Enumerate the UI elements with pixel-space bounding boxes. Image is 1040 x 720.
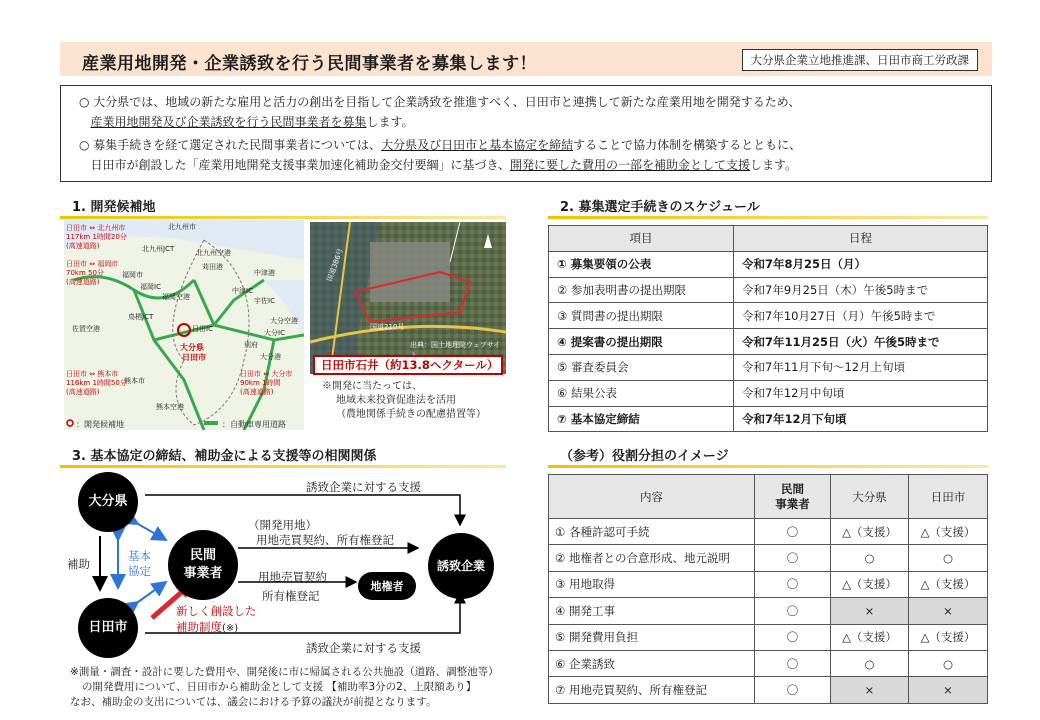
title-bar bbox=[60, 42, 992, 76]
label-new-subsidy-line: 補助制度 bbox=[176, 620, 222, 634]
col-private-line: 民間 bbox=[781, 481, 804, 496]
section-4-heading: （参考）役割分担のイメージ bbox=[548, 445, 988, 465]
note-line: ※開発に当たっては、 bbox=[322, 381, 422, 392]
photo-source: 出典：国土地理院ウェブサイ bbox=[410, 341, 501, 349]
intro-text: します。 bbox=[750, 158, 798, 172]
cell-oita: ○ bbox=[831, 650, 909, 676]
schedule-table bbox=[548, 225, 988, 432]
department-badge: 大分県企業立地推進課、日田市商工労政課 bbox=[742, 49, 979, 71]
intro-emphasis: 大分県及び日田市と基本協定を締結 bbox=[381, 138, 574, 152]
cell-item: ① 募集要領の公表 bbox=[549, 251, 734, 277]
intro-text: 日田市が創設した「産業用地開発支援事業加速化補助金交付要綱」に基づき、 bbox=[90, 158, 510, 172]
cell-private: 〇 bbox=[755, 571, 831, 597]
node-oita: 大分県 bbox=[78, 472, 138, 532]
cell-content: ③ 用地取得 bbox=[549, 571, 755, 597]
cell-hita: × bbox=[909, 598, 988, 624]
cell-private: 〇 bbox=[755, 624, 831, 650]
intro-paragraph-1 bbox=[79, 92, 979, 132]
col-oita: 大分県 bbox=[831, 475, 909, 519]
cell-date: 令和7年9月25日（木）午後5時まで bbox=[734, 277, 988, 303]
cell-content: ⑦ 用地売買契約、所有権登記 bbox=[549, 677, 755, 703]
distance-callout: 日田市 ⇔ 大分市 90km 1時間 (高速道路) bbox=[240, 370, 293, 396]
map-label: 北九州市 bbox=[168, 223, 196, 231]
label-contract-2: 用地売買契約 bbox=[258, 570, 327, 584]
cell-date: 令和7年12月中旬頃 bbox=[734, 380, 988, 406]
legend-candidate: ：開発候補地 bbox=[76, 420, 124, 429]
label-new-subsidy-line: 新しく創設した bbox=[176, 604, 257, 618]
map-label: 北九州空港 bbox=[196, 249, 231, 257]
map-label: 大分港 bbox=[260, 353, 281, 361]
cell-content: ④ 開発工事 bbox=[549, 598, 755, 624]
intro-text: ○ 大分県では、地域の新たな雇用と活力の創出を目指して企業誘致を推進すべく、日田市と連携して新たな産業用地を開発するため、 bbox=[79, 95, 801, 109]
table-row bbox=[549, 650, 988, 676]
roles-header-row bbox=[549, 475, 988, 519]
cell-content: ① 各種許認可手続 bbox=[549, 519, 755, 545]
map-label: 中津IC bbox=[232, 287, 253, 295]
footnote-line: の開発費用について、日田市から補助金として支援 【補助率3分の2、上限額あり】 bbox=[82, 681, 477, 693]
table-row bbox=[549, 329, 988, 355]
cell-private: 〇 bbox=[755, 677, 831, 703]
map-label-hita: 日田市 bbox=[182, 353, 206, 362]
label-subsidy: 補助 bbox=[67, 557, 90, 571]
intro-paragraph-2 bbox=[79, 135, 979, 175]
label-agreement bbox=[128, 549, 151, 579]
map-label: 佐賀空港 bbox=[72, 325, 100, 333]
schedule-header-row bbox=[549, 226, 988, 252]
map-label: 福岡市 bbox=[122, 271, 143, 279]
map-label: 中津港 bbox=[254, 269, 275, 277]
section-3-heading: 3. 基本協定の締結、補助金による支援等の相関関係 bbox=[60, 445, 506, 465]
cell-date: 令和7年12月下旬頃 bbox=[734, 406, 988, 432]
cell-hita: ○ bbox=[909, 545, 988, 571]
cell-item: ⑦ 基本協定締結 bbox=[549, 406, 734, 432]
cell-date: 令和7年11月25日（火）午後5時まで bbox=[734, 329, 988, 355]
cell-item: ③ 質問書の提出期限 bbox=[549, 303, 734, 329]
table-row bbox=[549, 519, 988, 545]
cell-oita: × bbox=[831, 598, 909, 624]
col-hita: 日田市 bbox=[909, 475, 988, 519]
node-landowner: 地権者 bbox=[358, 572, 416, 600]
note-line: （農地関係手続きの配慮措置等） bbox=[336, 409, 486, 420]
cell-item: ④ 提案書の提出期限 bbox=[549, 329, 734, 355]
cell-oita: △（支援） bbox=[831, 624, 909, 650]
map-label: 福岡IC bbox=[140, 283, 161, 291]
label-agreement-line: 基本 bbox=[128, 549, 151, 563]
cell-item: ⑤ 審査委員会 bbox=[549, 354, 734, 380]
label-new-subsidy bbox=[176, 603, 257, 637]
map-label: 熊本空港 bbox=[156, 403, 184, 411]
cell-oita: × bbox=[831, 677, 909, 703]
map-graphic bbox=[64, 220, 304, 430]
table-row bbox=[549, 303, 988, 329]
table-row bbox=[549, 571, 988, 597]
note-line: 地域未来投資促進法を活用 bbox=[336, 395, 456, 406]
footnote bbox=[70, 665, 499, 710]
cell-private: 〇 bbox=[755, 598, 831, 624]
node-private-line: 民間 bbox=[189, 548, 216, 563]
col-item: 項目 bbox=[549, 226, 734, 252]
cell-date: 令和7年10月27日（月）午後5時まで bbox=[734, 303, 988, 329]
legend-highway: ：自動車専用道路 bbox=[222, 420, 286, 429]
node-private-operator bbox=[168, 530, 238, 600]
cell-hita: × bbox=[909, 677, 988, 703]
map-label: 日田IC bbox=[192, 325, 213, 333]
table-row bbox=[549, 677, 988, 703]
node-private-line: 事業者 bbox=[183, 566, 223, 581]
footnote-line: なお、補助金の支出については、議会における予算の議決が前提となります。 bbox=[70, 696, 437, 708]
node-hita: 日田市 bbox=[78, 598, 138, 658]
cell-item: ⑥ 結果公表 bbox=[549, 380, 734, 406]
table-row bbox=[549, 380, 988, 406]
cell-date: 令和7年8月25日（月） bbox=[734, 251, 988, 277]
map-label: 苅田港 bbox=[202, 263, 223, 271]
distance-callout: 日田市 ⇔ 福岡市 70km 50分 (高速道路) bbox=[66, 260, 119, 286]
section-2-heading: 2. 募集選定手続きのスケジュール bbox=[548, 196, 988, 216]
map-label-oita: 大分県 bbox=[180, 343, 204, 352]
intro-text: ○ 募集手続きを経て選定された民間事業者については、 bbox=[79, 138, 382, 152]
cell-hita: △（支援） bbox=[909, 571, 988, 597]
label-contract-1: 用地売買契約、所有権登記 bbox=[256, 533, 394, 547]
table-row bbox=[549, 624, 988, 650]
col-date: 日程 bbox=[734, 226, 988, 252]
site-label: 日田市石井（約13.8ヘクタール） bbox=[313, 355, 503, 375]
footnote-line: ※測量・調査・設計に要した費用や、開発後に市に帰属される公共施設（道路、調整池等） bbox=[70, 666, 499, 678]
cell-content: ⑤ 開発費用負担 bbox=[549, 624, 755, 650]
intro-box bbox=[60, 85, 992, 182]
region-map bbox=[64, 220, 304, 430]
cell-content: ② 地権者との合意形成、地元説明 bbox=[549, 545, 755, 571]
map-label: 大分空港 bbox=[270, 317, 298, 325]
intro-emphasis: 産業用地開発及び企業誘致を行う民間事業者を募集 bbox=[90, 115, 367, 129]
table-row bbox=[549, 598, 988, 624]
map-label: 熊本市 bbox=[124, 377, 145, 385]
node-company: 誘致企業 bbox=[428, 533, 494, 599]
cell-oita: △（支援） bbox=[831, 571, 909, 597]
map-label: 福岡空港 bbox=[162, 293, 190, 301]
map-label: 大分IC bbox=[264, 329, 285, 337]
intro-emphasis: 開発に要した費用の一部を補助金として支援 bbox=[509, 158, 750, 172]
page-title: 産業用地開発・企業誘致を行う民間事業者を募集します！ bbox=[82, 54, 537, 74]
map-label: 別府 bbox=[244, 341, 258, 349]
cell-hita: △（支援） bbox=[909, 624, 988, 650]
cell-private: 〇 bbox=[755, 545, 831, 571]
label-support-top: 誘致企業に対する支援 bbox=[306, 480, 421, 494]
intro-text: します。 bbox=[366, 115, 414, 129]
label-dev-land: （開発用地） bbox=[248, 518, 317, 532]
road-label-210: 国道210号 bbox=[370, 323, 405, 331]
map-label: 鳥栖JCT bbox=[128, 313, 154, 321]
label-support-bottom: 誘致企業に対する支援 bbox=[306, 641, 421, 655]
roles-table bbox=[548, 474, 988, 704]
col-private bbox=[755, 475, 831, 519]
cell-private: 〇 bbox=[755, 519, 831, 545]
col-private-line: 事業者 bbox=[775, 496, 810, 511]
label-new-subsidy-mark: (※) bbox=[222, 623, 239, 634]
label-registration: 所有権登記 bbox=[262, 589, 320, 603]
cell-item: ② 参加表明書の提出期限 bbox=[549, 277, 734, 303]
table-row bbox=[549, 251, 988, 277]
road-label-386: 国道386号 bbox=[325, 247, 345, 283]
distance-callout: 日田市 ⇔ 北九州市 117km 1時間20分 (高速道路) bbox=[66, 224, 127, 250]
distance-callout: 日田市 ⇔ 熊本市 116km 1時間50分 (高速道路) bbox=[66, 370, 127, 396]
site-note bbox=[322, 380, 486, 422]
map-label: 宇佐IC bbox=[254, 297, 275, 305]
label-agreement-line: 協定 bbox=[128, 564, 151, 578]
col-content: 内容 bbox=[549, 475, 755, 519]
cell-oita: △（支援） bbox=[831, 519, 909, 545]
table-row bbox=[549, 277, 988, 303]
intro-text: することで協力体制を構築するとともに、 bbox=[573, 138, 802, 152]
table-row bbox=[549, 406, 988, 432]
cell-hita: ○ bbox=[909, 650, 988, 676]
table-row bbox=[549, 354, 988, 380]
cell-private: 〇 bbox=[755, 650, 831, 676]
map-label: 北九州JCT bbox=[142, 245, 175, 253]
table-row bbox=[549, 545, 988, 571]
section-1-heading: 1. 開発候補地 bbox=[60, 196, 506, 216]
cell-hita: △（支援） bbox=[909, 519, 988, 545]
cell-oita: ○ bbox=[831, 545, 909, 571]
cell-date: 令和7年11月下旬～12月上旬頃 bbox=[734, 354, 988, 380]
cell-content: ⑥ 企業誘致 bbox=[549, 650, 755, 676]
